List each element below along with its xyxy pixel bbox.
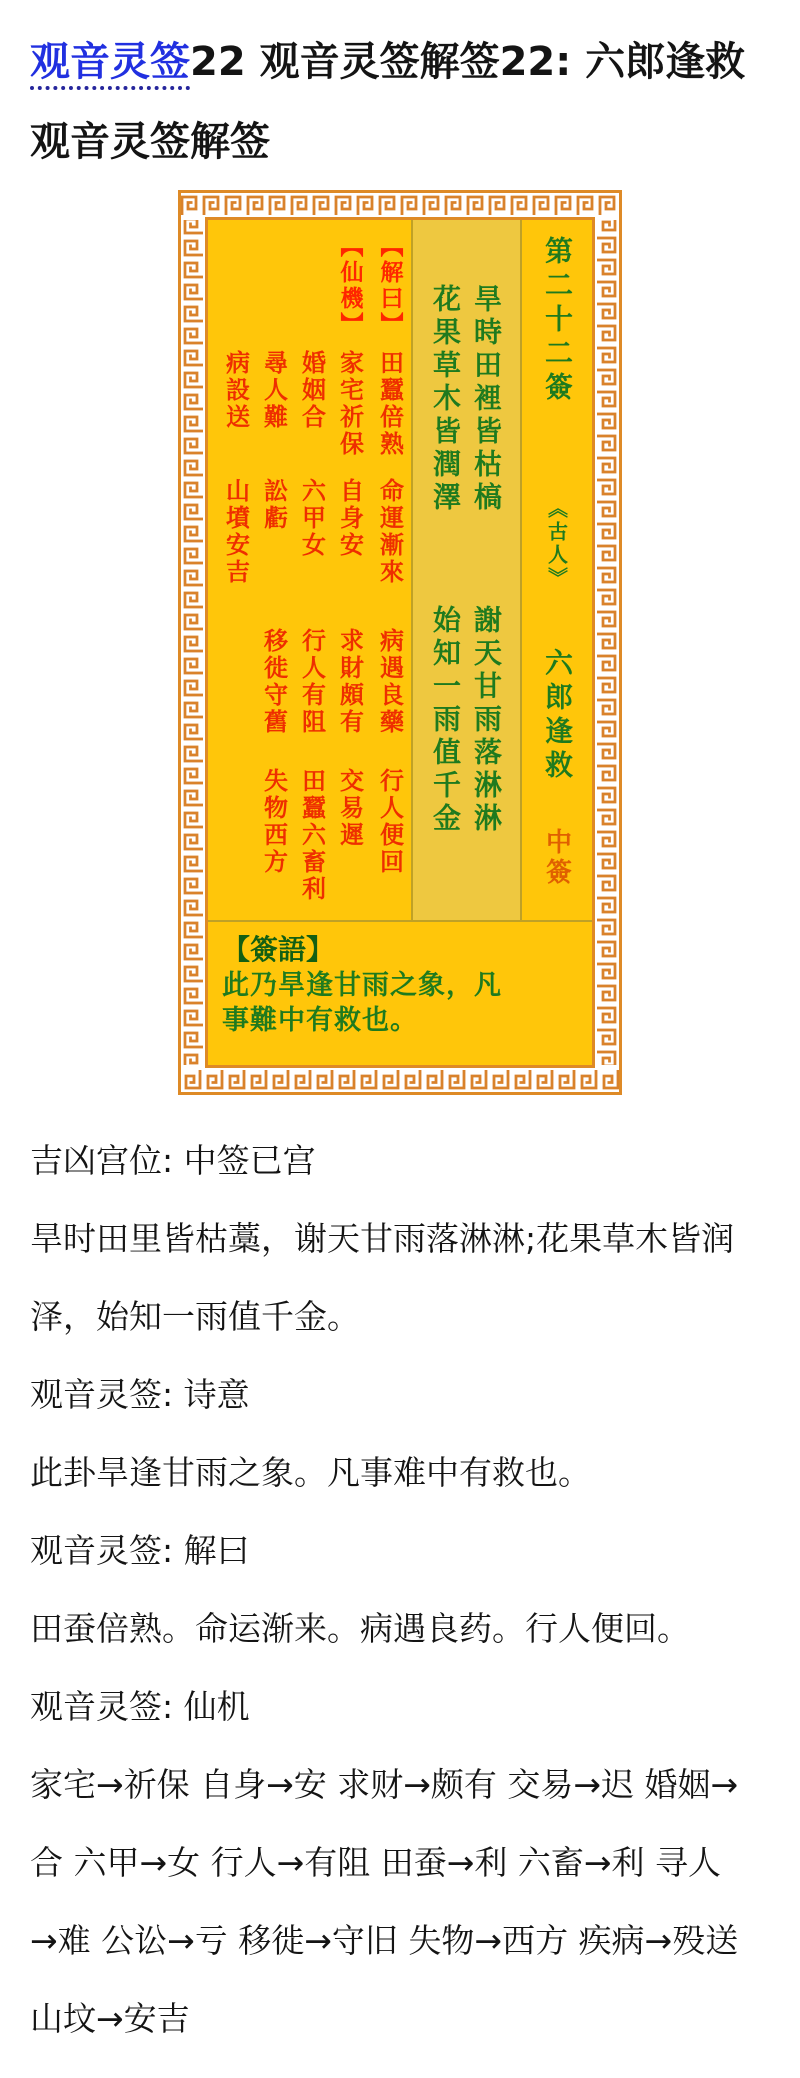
- xianji-item: 病設送: [221, 350, 250, 431]
- poem-line-1: 旱時田裡皆枯槁: [470, 284, 503, 515]
- xianji-item: 婚姻合: [297, 350, 326, 431]
- xianji-item: 自身安: [335, 478, 364, 559]
- xianji-item: 失物西方: [259, 768, 288, 876]
- qianyu-header: 【簽語】: [222, 933, 335, 966]
- qianyu-text: 此乃旱逢甘雨之象，凡事難中有救也。: [222, 970, 502, 1036]
- sign-category: 《古人》: [544, 498, 569, 590]
- xianji-column-4: [257, 220, 291, 920]
- card-poem-panel: [413, 220, 520, 920]
- xianji-item: 山墳安吉: [221, 478, 250, 586]
- page-title: [30, 22, 772, 182]
- shiyi-heading: 观音灵签: 诗意: [30, 1375, 250, 1414]
- xianji-item: 家宅祈保: [335, 350, 364, 458]
- sign-grade: 中簽: [541, 828, 572, 888]
- xianji-item: 訟虧: [259, 478, 288, 532]
- xianji-item: 交易遲: [335, 768, 364, 849]
- jieyue-item: 病遇良藥: [375, 628, 404, 736]
- jieyue-item: 田蠶倍熟: [375, 350, 404, 458]
- xianji-column-5: [219, 220, 253, 920]
- xianji-text: 家宅→祈保 自身→安 求财→颇有 交易→迟 婚姻→合 六甲→女 行人→有阻 田蚕→利 六畜→利 寻人→难 公讼→亏 移徙→守旧 失物→西方 疾病→殁送 山坟→安吉: [30, 1765, 739, 2038]
- xianji-item: 移徙守舊: [259, 628, 288, 736]
- fortune-card: [178, 190, 622, 1095]
- card-content: [208, 220, 592, 1065]
- palace-line: 吉凶宫位: 中签已宫: [30, 1141, 316, 1180]
- poem-line-3: 花果草木皆潤澤: [429, 284, 462, 515]
- jieyue-heading: 观音灵签: 解曰: [30, 1531, 250, 1570]
- shiyi-text: 此卦旱逢甘雨之象。凡事难中有救也。: [30, 1453, 591, 1492]
- poem-line-2: 謝天甘雨落淋淋: [470, 605, 503, 836]
- xianji-item: 尋人難: [259, 350, 288, 431]
- sign-story: 六郎逢救: [541, 648, 574, 784]
- jieyue-header: 【解曰】: [376, 234, 403, 338]
- xianji-column-3: [295, 220, 329, 920]
- article-body: [30, 1122, 748, 2058]
- guanyin-lingqian-link[interactable]: 观音灵签: [30, 39, 190, 90]
- xianji-item: 六甲女: [297, 478, 326, 559]
- xianji-item: 求財頗有: [335, 628, 364, 736]
- card-interpretation-panel: [208, 220, 411, 920]
- xianji-item: 田蠶六畜利: [297, 768, 326, 903]
- poem-paragraph: 旱时田里皆枯藁，谢天甘雨落淋淋;花果草木皆润泽，始知一雨值千金。: [30, 1219, 735, 1336]
- xianji-header: 【仙機】: [336, 234, 363, 338]
- jieyue-item: 命運漸來: [375, 478, 404, 586]
- xianji-heading: 观音灵签: 仙机: [30, 1687, 250, 1726]
- page-title-rest: 22 观音灵签解签22: 六郎逢救观音灵签解签: [30, 39, 746, 165]
- xianji-item: 行人有阻: [297, 628, 326, 736]
- sign-number: 第二十二簽: [541, 236, 574, 406]
- poem-line-4: 始知一雨值千金: [429, 605, 462, 836]
- jieyue-column: [373, 220, 407, 920]
- jieyue-text: 田蚕倍熟。命运渐来。病遇良药。行人便回。: [30, 1609, 690, 1648]
- xianji-column: [333, 220, 367, 920]
- jieyue-item: 行人便回: [375, 768, 404, 876]
- card-qianyu-panel: [208, 922, 592, 1065]
- card-index-panel: [522, 220, 592, 920]
